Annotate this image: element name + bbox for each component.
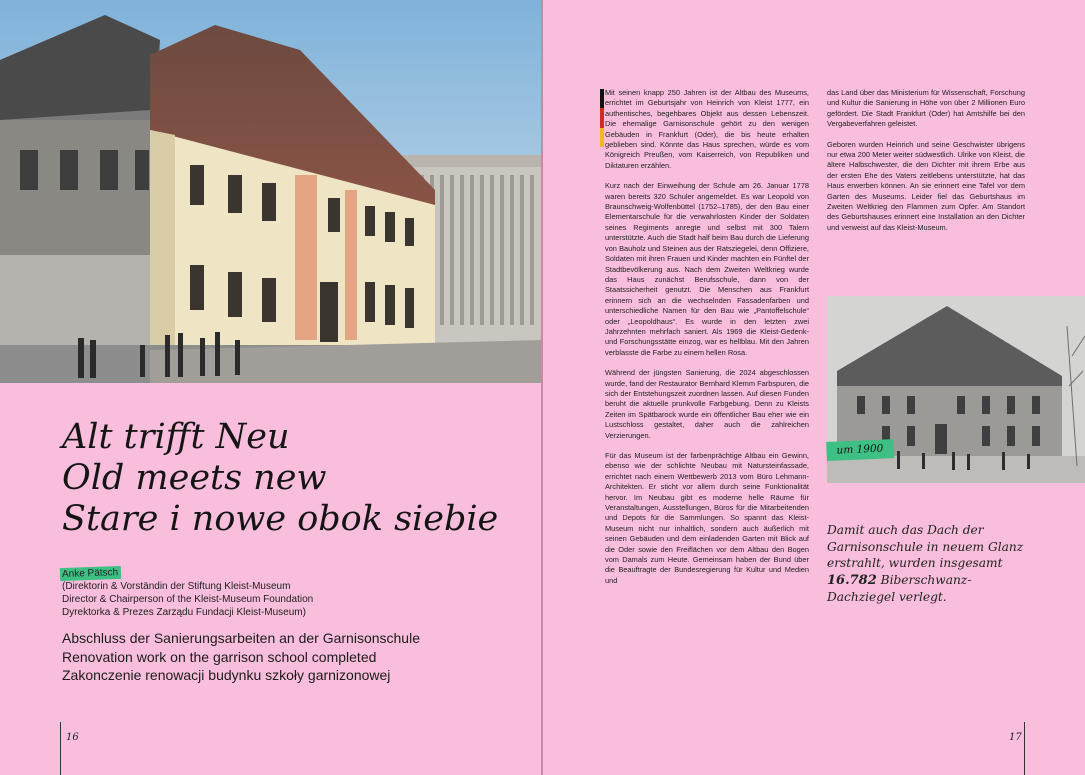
headline-english: Old meets new — [62, 458, 327, 498]
page-number-right: 17 — [1009, 732, 1022, 743]
paragraph: das Land über das Ministerium für Wissenschaft, Forschung und Kultur die Sanierung in Höhe von über 2 Millionen Euro gefördert. Die Stadt Frankfurt (Oder) hat Amtshilfe bei den Vergabeverfahren geleistet. — [827, 88, 1025, 129]
author-bio-pl: Dyrektorka & Prezes Zarządu Fundacji Kleist-Museum) — [62, 607, 306, 618]
german-flag-stripe — [600, 89, 604, 147]
text-column-2 — [827, 88, 1025, 243]
page-number-left: 16 — [66, 732, 79, 743]
hero-photo-garrison-school — [0, 0, 541, 383]
quote-number: 16.782 — [827, 572, 877, 588]
paragraph: Für das Museum ist der farbenprächtige Altbau ein Gewinn, ebenso wie der schlichte Neubau mit Natursteinfassade, errichtet nach einem Wettbewerb 2013 vom Büro Lehmann-Architekten. Er sticht vor allem durch seine Funktionalität hervor. Im Neubau gibt es moderne helle Räume für Veranstaltungen, Ausstellungen, Büros für die Mitarbeitenden und Depots für die Sammlungen. So spannt das Kleist-Museum nicht nur inhaltlich, sondern auch äußerlich mit seinen Gebäuden und dem einladenden Garten mit Blick auf die Oder sowie den Freiflächen vor dem Altbau den Bogen vom Damals zum Heute. Gemeinsam haben der Bund über die Beauftragte der Bundesregierung für Kultur und Medien und — [605, 451, 809, 585]
author-bio-en: Director & Chairperson of the Kleist-Museum Foundation — [62, 594, 314, 605]
subtitle-polish: Zakonczenie renowacji budynku szkoły garnizonowej — [62, 667, 391, 683]
paragraph: Mit seinen knapp 250 Jahren ist der Altbau des Museums, errichtet im Geburtsjahr von Heinrich von Kleist 1777, ein authentisches, begehbares Objekt aus dessen Lebenszeit. Die ehemalige Garnisonschule gehört zu den wenigen Gebäuden in Frankfurt (Oder), die bis heute erhalten geblieben sind. Könnte das Haus sprechen, würde es vom Königreich Preußen, vom Kaiserreich, von Republiken und Diktaturen erzählen. — [605, 88, 809, 170]
headline-polish: Stare i nowe obok siebie — [62, 499, 499, 539]
left-page — [0, 0, 541, 775]
author-name: Anke Pätsch — [60, 566, 122, 581]
paragraph: Kurz nach der Einweihung der Schule am 26. Januar 1778 waren bereits 320 Schuler angemeldet. Es war Leopold von Braunschweig-Wolfenbüttel (1752–1785), der den Bau einer Elementarschule für die verwahrlosten Kinder der Soldaten seines Regiments anregte und selbst mit 300 Talern unterstützte. Auch die Stadt half beim Bau durch die Lieferung von Bauholz und Steinen aus der Ratsziegelei, denn Offiziere, Soldaten mit ihren Frauen und Kinder machten ein Fünftel der Stadtbevölkerung aus. Nach dem Zweiten Weltkrieg wurde das Haus zunächst Berufsschule, dann von der Staatssicherheit genutzt. Die Menschen aus Frankfurt erinnern sich an die wechselnden Fassadenfarben und unterschiedliche Namen für den Bau wie „Pantoffelschule“ oder „Leopoldhaus“. Es wurde in den letzten zwei Jahrzehnten mehrfach saniert. Als 1969 die Kleist-Gedenk- und Forschungsstätte einzog, war es hellblau. Mit den Jahren verblasste die Farbe zu einem hellen Rosa. — [605, 181, 809, 357]
headline — [62, 417, 532, 540]
author-block — [62, 567, 313, 619]
hero-photo-illustration — [0, 0, 541, 383]
paragraph: Während der jüngsten Sanierung, die 2024 abgeschlossen wurde, fand der Restaurator Bernhard Klemm Farbspuren, die sich der Entstehungszeit zuordnen lassen. Auf diesen Funden beruht die aktuelle prunkvolle Farbgebung. Denn zu Kleists Zeiten im Spätbarock wurde ein öffentlicher Bau eher wie ein Lustschloss gestaltet, daher auch die zahlreichen Verzierungen. — [605, 368, 809, 440]
subtitles — [62, 629, 420, 685]
photo-date-badge: um 1900 — [826, 439, 894, 461]
paragraph: Geboren wurden Heinrich und seine Geschwister übrigens nur etwa 200 Meter weiter südwestlich. Ulrike von Kleist, die ältere Halbschwester, die den Dichter mit ihrem Erbe aus der ersten Ehe des Vaters zeitlebens unterstützte, hat das Haus erwerben können. An sie erinnert eine Tafel vor dem Garten des Museums. Leider fiel das Geburtshaus im Zweiten Weltkrieg den Flammen zum Opfer. Am Standort des Geburtshauses erinnert eine Installation an den Dichter und verweist auf das Kleist-Museum. — [827, 139, 1025, 232]
page-rule-left — [60, 722, 61, 775]
quote-text-start: Damit auch das Dach der Garnisonschule in neuem Glanz erstrahlt, wurden insgesamt — [827, 523, 1024, 570]
subtitle-german: Abschluss der Sanierungsarbeiten an der Garnisonschule — [62, 630, 420, 646]
author-bio-de: (Direktorin & Vorständin der Stiftung Kleist-Museum — [62, 581, 291, 592]
pull-quote — [827, 522, 1037, 606]
text-column-1 — [605, 88, 809, 596]
quote-text-end: Biberschwanz-Dachziegel verlegt. — [827, 572, 972, 604]
subtitle-english: Renovation work on the garrison school completed — [62, 648, 377, 665]
headline-german: Alt trifft Neu — [62, 417, 290, 457]
page-rule-right — [1024, 722, 1025, 775]
right-page — [543, 0, 1085, 775]
